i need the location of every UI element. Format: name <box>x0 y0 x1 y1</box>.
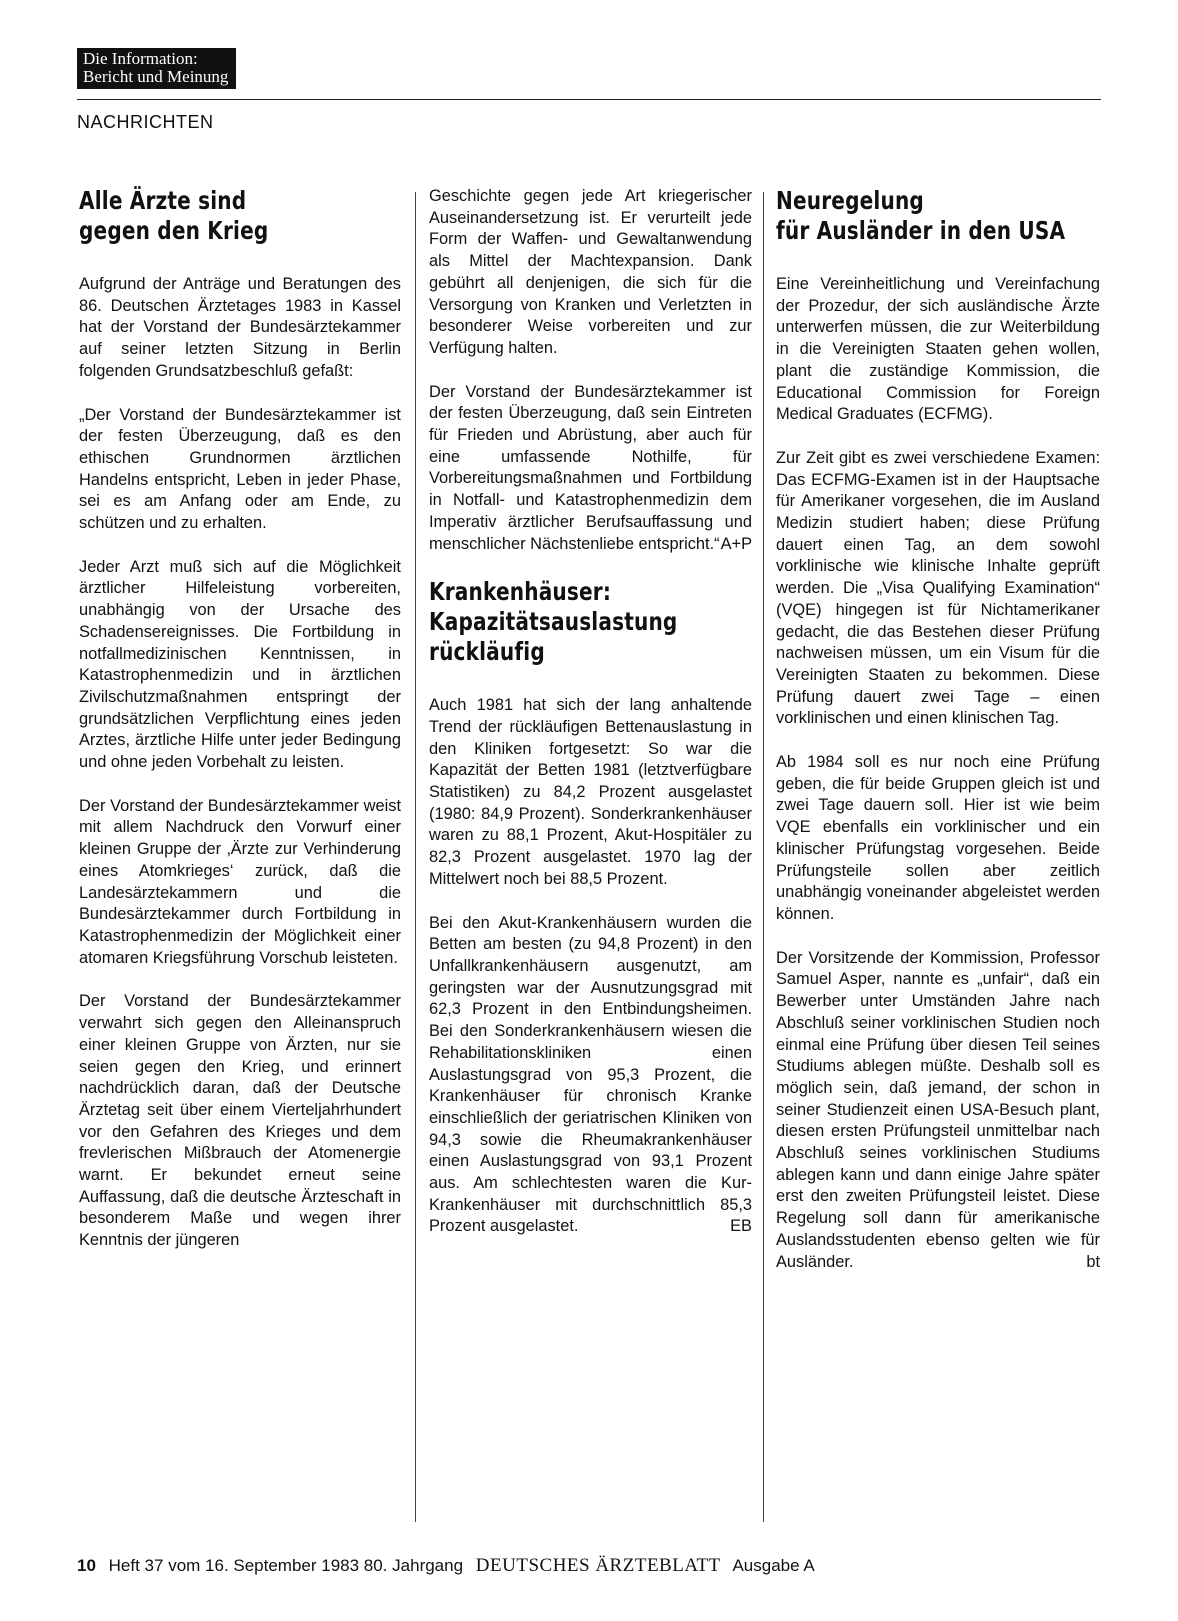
article-3-paragraph: Ab 1984 soll es nur noch eine Prüfung geben, die für beide Gruppen gleich ist und zwei Tage dauern soll. Hier ist wie beim VQE ebenfalls ein vorklinischer und ein klinischer Prüfungstag vorgesehen. Beide Prüfungsteile sollen aber zeitlich unabhängig voneinander abgeleistet werden können. <box>776 753 1100 923</box>
page-number: 10 <box>77 1556 96 1575</box>
article-1-continued-text: Der Vorstand der Bundesärztekammer ist der festen Überzeugung, daß sein Eintreten für Frieden und Abrüstung, aber auch für eine umfassende Nothilfe, für Vorbereitungsmaßnahmen und Fortbildung in Notfall- und Katastrophenmedizin dem Imperativ ärztlicher Berufsauffassung und menschlicher Nächstenliebe entspricht.“ <box>429 382 752 553</box>
article-2-headline-line-1: Krankenhäuser: <box>429 577 612 607</box>
edition-label: Ausgabe A <box>732 1556 815 1575</box>
article-1-signature: A+P <box>720 534 752 553</box>
section-title: NACHRICHTEN <box>77 112 214 132</box>
article-2-headline-line-2: Kapazitätsauslastung <box>429 607 678 637</box>
article-1-continued-paragraph <box>429 382 752 556</box>
article-2-paragraph <box>429 913 752 1239</box>
article-3-headline <box>776 186 1100 246</box>
article-1-paragraph: Der Vorstand der Bundesärztekammer verwahrt sich gegen den Alleinanspruch einer kleinen Gruppe von Ärzten, nur sie seien gegen den Krieg, und erinnert nachdrücklich daran, daß der Deutsche Ärztetag seit über einem Vierteljahrhundert vor den Gefahren des Krieges und dem frevlerischen Mißbrauch der Atomenergie warnt. Er bekundet erneut seine Auffassung, daß die deutsche Ärzteschaft in besonderem Maße und wegen ihrer Kenntnis der jüngeren <box>79 992 401 1250</box>
article-1-paragraph: Aufgrund der Anträge und Beratungen des 86. Deutschen Ärztetages 1983 in Kassel hat der Vorstand der Bundesärztekammer auf seiner letzten Sitzung in Berlin folgenden Grundsatzbeschluß gefaßt: <box>79 275 401 380</box>
article-1-headline-line-2: gegen den Krieg <box>79 216 269 245</box>
article-3-paragraph <box>776 948 1100 1274</box>
article-3-paragraph-text: Der Vorsitzende der Kommission, Professor Samuel Asper, nannte es „unfair“, daß ein Bewerber unter Umständen Jahre nach Abschluß seiner vorklinischen Studien noch einmal eine Prüfung über diesen Teil seines Studiums ablegen müßte. Deshalb soll es möglich sein, daß jemand, der schon in seiner Studienzeit einen USA-Besuch plant, diesen ersten Prüfungsteil unmittelbar nach Abschluß seines vorklinischen Studiums ablegen kann und dann einige Jahre später erst den zweiten Prüfungsteil leistet. Diese Regelung soll dann für amerikanische Auslandsstudenten ebenso gelten wie für Ausländer. <box>776 948 1100 1271</box>
column-2 <box>429 186 752 1260</box>
article-3-paragraph: Eine Vereinheitlichung und Vereinfachung der Prozedur, der sich ausländische Ärzte unterwerfen müssen, die zur Weiterbildung in die Vereinigten Staaten gehen wollen, plant die zuständige Kommission, die Educational Commission for Foreign Medical Graduates (ECFMG). <box>776 275 1100 424</box>
article-1-continued-paragraph: Geschichte gegen jede Art kriegerischer Auseinandersetzung ist. Er verurteilt jede Form der Waffen- und Gewaltanwendung als Mittel der Machtexpansion. Dank gebührt all denjenigen, die sich für die Versorgung von Kranken und Verletzten in besonderer Weise vorbereiten und zur Verfügung halten. <box>429 187 752 357</box>
page-footer <box>77 1555 815 1577</box>
issue-info: Heft 37 vom 16. September 1983 80. Jahrgang <box>108 1556 464 1575</box>
article-1-headline-line-1: Alle Ärzte sind <box>79 186 247 215</box>
article-2-paragraph-text: Bei den Akut-Krankenhäusern wurden die Betten am besten (zu 94,8 Prozent) in den Unfallkrankenhäusern ausgenutzt, am geringsten war der Ausnutzungsgrad mit 62,3 Prozent in den Entbindungsheimen. Bei den Sonderkrankenhäusern wiesen die Rehabilitationskliniken einen Auslastungsgrad von 95,3 Prozent, die Krankenhäuser für chronisch Kranke einschließlich der geriatrischen Kliniken von 94,3 sowie die Rheumakrankenhäuser einen Auslastungsgrad von 93,1 Prozent aus. Am schlechtesten waren die Kur-Krankenhäuser mit durchschnittlich 85,3 Prozent ausgelastet. <box>429 913 752 1236</box>
article-3-headline-line-1: Neuregelung <box>776 186 924 215</box>
masthead-line-2: Bericht und Meinung <box>83 67 229 86</box>
article-2-headline <box>429 577 752 667</box>
article-1-paragraph: „Der Vorstand der Bundesärztekammer ist der festen Überzeugung, daß es den ethischen Grundnormen ärztlichen Handelns entspricht, Leben in jeder Phase, sei es am Anfang oder am Ende, zu schützen und zu erhalten. <box>79 405 401 533</box>
article-3-headline-line-2: für Ausländer in den USA <box>776 216 1066 245</box>
column-divider-1 <box>415 192 416 1522</box>
column-3 <box>776 186 1100 1295</box>
header-rule <box>77 99 1101 100</box>
article-2-paragraph: Auch 1981 hat sich der lang anhaltende Trend der rückläufigen Bettenauslastung in den Kliniken fortgesetzt: So war die Kapazität der Betten 1981 (letztverfügbare Statistiken) zu 84,2 Prozent ausgelastet (1980: 84,9 Prozent). Sonderkrankenhäuser waren zu 88,1 Prozent, Akut-Hospitäler zu 82,3 Prozent ausgelastet. 1970 lag der Mittelwert noch bei 88,5 Prozent. <box>429 696 752 888</box>
masthead-line-1: Die Information: <box>83 49 198 68</box>
publication-name: DEUTSCHES ÄRZTEBLATT <box>475 1555 721 1576</box>
masthead-label <box>77 48 236 89</box>
article-2-signature: EB <box>730 1217 752 1236</box>
article-3-signature: bt <box>1086 1252 1100 1271</box>
article-2-headline-line-3: rückläufig <box>429 637 545 667</box>
article-1-headline <box>79 186 401 246</box>
article-1-paragraph: Jeder Arzt muß sich auf die Möglichkeit ärztlicher Hilfeleistung vorbereiten, unabhängig von der Ursache des Schadensereignisses. Die Fortbildung in notfallmedizinischen Kenntnissen, in Katastrophenmedizin und in ärztlichen Zivilschutzmaßnahmen entspringt der grundsätzlichen Verpflichtung eines jeden Arztes, ärztliche Hilfe unter jeder Bedingung und ohne jeden Vorbehalt zu leisten. <box>79 557 401 772</box>
column-divider-2 <box>763 192 764 1522</box>
article-1-paragraph: Der Vorstand der Bundesärztekammer weist mit allem Nachdruck den Vorwurf einer kleinen Gruppe der ‚Ärzte zur Verhinderung eines Atomkrieges‘ zurück, daß die Landesärztekammern und die Bundesärztekammer durch Fortbildung in Katastrophenmedizin der Möglichkeit einer atomaren Kriegsführung Vorschub leisteten. <box>79 796 401 967</box>
article-3-paragraph: Zur Zeit gibt es zwei verschiedene Examen: Das ECFMG-Examen ist in der Hauptsache für Amerikaner vorgesehen, die im Ausland Medizin studiert haben; diese Prüfung dauert einen Tag, an dem sowohl vorklinische wie klinische Inhalte geprüft werden. Die „Visa Qualifying Examination“ (VQE) hingegen ist für Nichtamerikaner gedacht, die das Bestehen dieser Prüfung nachweisen müssen, um ein Visum für die Vereinigten Staaten zu bekommen. Diese Prüfung dauert zwei Tage – einen vorklinischen und einen klinischen Tag. <box>776 448 1100 728</box>
column-1 <box>79 186 401 1274</box>
